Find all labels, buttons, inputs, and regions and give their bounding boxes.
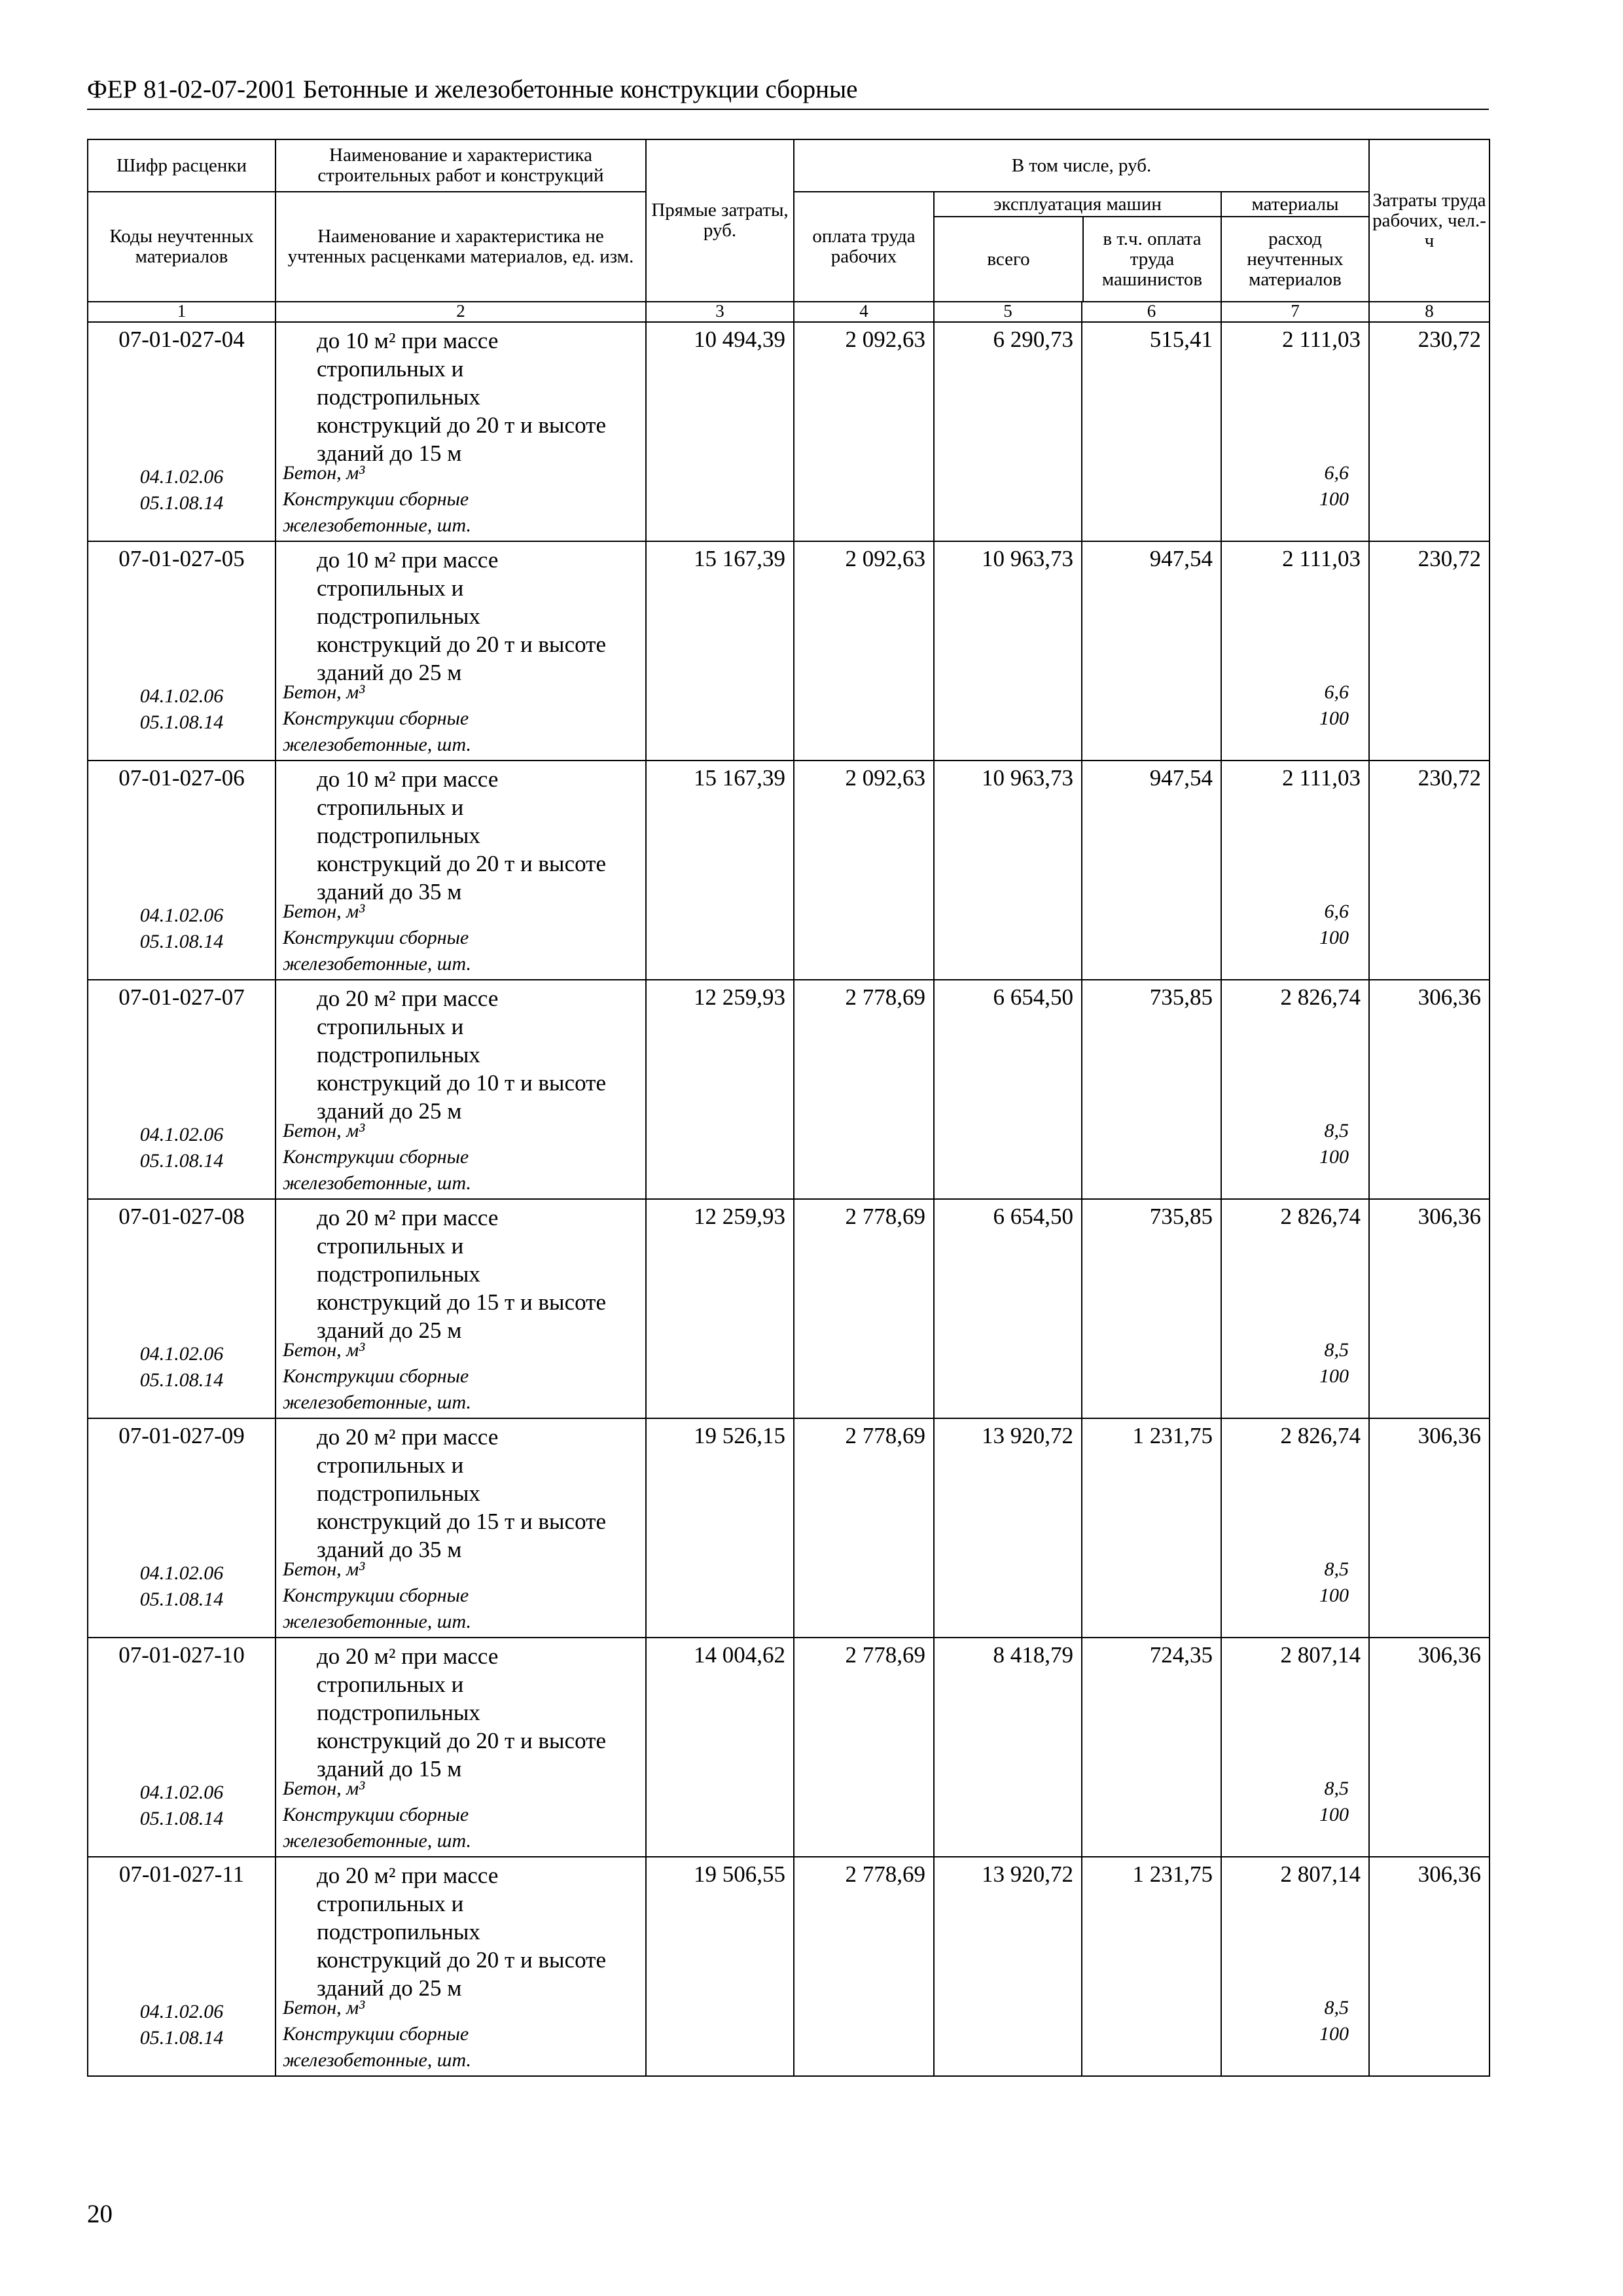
work-description — [276, 1857, 645, 2001]
direct-costs-value: 12 259,93 — [646, 980, 794, 1199]
header-labor-hours: Затраты труда рабочих, чел.-ч — [1369, 139, 1489, 302]
work-description — [276, 1419, 645, 1562]
header-machinist-pay: в т.ч. оплата труда машинистов — [1101, 228, 1203, 290]
direct-costs-value: 19 506,55 — [646, 1857, 794, 2076]
material-name: Конструкции сборные — [283, 1365, 469, 1387]
material-name: Бетон, м³ — [283, 681, 365, 703]
labor-hours-value: 230,72 — [1369, 761, 1489, 980]
labor-pay-value: 2 778,69 — [794, 980, 934, 1199]
machinist-pay-value: 724,35 — [1082, 1638, 1221, 1857]
description-line: до 20 м² при массе — [317, 1205, 499, 1230]
materials-value: 2 826,74 — [1280, 1423, 1361, 1448]
description-line: стропильных и — [317, 795, 464, 820]
material-quantity: 100 — [1319, 1365, 1349, 1387]
description-line: зданий до 25 м — [317, 1098, 462, 1124]
material-quantity: 100 — [1319, 708, 1349, 729]
header-materials-label: материалы — [1222, 192, 1368, 217]
header-labor-pay: оплата труда рабочих — [794, 192, 934, 302]
machinist-pay-value: 947,54 — [1082, 761, 1221, 980]
direct-costs-value: 15 167,39 — [646, 761, 794, 980]
table-row — [88, 980, 1489, 1199]
column-number: 6 — [1082, 302, 1221, 322]
column-number: 2 — [276, 302, 646, 322]
rate-code-cell — [88, 1199, 276, 1418]
description-line: до 20 м² при массе — [317, 1424, 499, 1450]
machinist-pay-value: 735,85 — [1082, 1199, 1221, 1418]
material-name: Бетон, м³ — [283, 1778, 365, 1799]
material-code: 05.1.08.14 — [139, 2027, 224, 2049]
material-quantity: 100 — [1319, 2023, 1349, 2045]
material-name: железобетонные, шт. — [283, 953, 471, 975]
materials-cell — [1221, 980, 1369, 1199]
materials-cell — [1221, 1199, 1369, 1418]
machinist-pay-value: 1 231,75 — [1082, 1418, 1221, 1638]
materials-value: 2 111,03 — [1282, 546, 1361, 571]
labor-pay-value: 2 778,69 — [794, 1199, 934, 1418]
materials-cell — [1221, 322, 1369, 541]
column-number: 5 — [934, 302, 1082, 322]
rate-code: 07-01-027-04 — [118, 327, 245, 352]
material-name: Конструкции сборные — [283, 2023, 469, 2045]
material-quantity: 6,6 — [1324, 462, 1349, 484]
machinist-pay-value: 515,41 — [1082, 322, 1221, 541]
work-description — [276, 980, 645, 1124]
labor-hours-value: 230,72 — [1369, 322, 1489, 541]
rate-code: 07-01-027-05 — [118, 546, 245, 571]
column-number: 8 — [1369, 302, 1489, 322]
materials-cell — [1221, 1857, 1369, 2076]
labor-pay-value: 2 092,63 — [794, 761, 934, 980]
material-quantity: 8,5 — [1324, 1120, 1349, 1141]
description-line: зданий до 35 м — [317, 879, 462, 905]
work-description — [276, 1638, 645, 1782]
description-line: подстропильных — [317, 1480, 480, 1506]
material-name: Конструкции сборные — [283, 1146, 469, 1168]
description-line: зданий до 15 м — [317, 1756, 462, 1782]
document-header-title: ФЕР 81-02-07-2001 Бетонные и железобетонные конструкции сборные — [87, 75, 858, 103]
material-quantity: 8,5 — [1324, 1339, 1349, 1361]
material-name: Конструкции сборные — [283, 708, 469, 729]
work-description — [276, 542, 645, 685]
column-numbers-row — [88, 302, 1489, 322]
description-line: до 10 м² при массе — [317, 328, 499, 353]
rate-code-cell — [88, 1857, 276, 2076]
description-line: подстропильных — [317, 1261, 480, 1287]
header-name-bottom: Наименование и характеристика не учтенных расценками материалов, ед. изм. — [276, 192, 646, 302]
material-quantity: 8,5 — [1324, 1778, 1349, 1799]
materials-value: 2 111,03 — [1282, 765, 1361, 791]
description-line: до 10 м² при массе — [317, 547, 499, 573]
material-code: 05.1.08.14 — [139, 492, 224, 514]
rate-code-cell — [88, 1638, 276, 1857]
machines-total-value: 6 654,50 — [934, 1199, 1082, 1418]
table-row — [88, 1418, 1489, 1638]
description-line: стропильных и — [317, 1233, 464, 1259]
machinist-pay-value: 1 231,75 — [1082, 1857, 1221, 2076]
rate-code: 07-01-027-11 — [118, 1861, 245, 1887]
material-quantity: 6,6 — [1324, 681, 1349, 703]
description-line: подстропильных — [317, 823, 480, 848]
header-machines-label: эксплуатация машин — [935, 192, 1221, 217]
description-line: подстропильных — [317, 384, 480, 410]
description-line: до 20 м² при массе — [317, 1643, 499, 1669]
description-line: зданий до 25 м — [317, 1318, 462, 1343]
description-cell — [276, 1199, 646, 1418]
material-code: 04.1.02.06 — [139, 1343, 224, 1365]
material-name: Бетон, м³ — [283, 1120, 365, 1141]
material-quantity: 100 — [1319, 927, 1349, 948]
description-line: конструкций до 20 т и высоте — [317, 1728, 606, 1753]
direct-costs-value: 12 259,93 — [646, 1199, 794, 1418]
header-code-bottom: Коды неучтенных материалов — [88, 192, 276, 302]
description-line: конструкций до 10 т и высоте — [317, 1070, 606, 1096]
material-name: Конструкции сборные — [283, 1804, 469, 1825]
machines-total-value: 13 920,72 — [934, 1418, 1082, 1638]
work-description — [276, 1200, 645, 1343]
material-name: железобетонные, шт. — [283, 1830, 471, 1852]
material-quantity: 6,6 — [1324, 901, 1349, 922]
material-name: железобетонные, шт. — [283, 1611, 471, 1632]
description-line: стропильных и — [317, 1891, 464, 1916]
description-line: зданий до 25 м — [317, 1975, 462, 2001]
price-table — [87, 139, 1490, 2077]
column-number: 4 — [794, 302, 934, 322]
description-line: до 20 м² при массе — [317, 1863, 499, 1888]
rate-code-cell — [88, 761, 276, 980]
header-code-top: Шифр расценки — [88, 139, 276, 192]
materials-cell — [1221, 761, 1369, 980]
material-code: 04.1.02.06 — [139, 1124, 224, 1145]
table-row — [88, 322, 1489, 541]
description-line: конструкций до 20 т и высоте — [317, 1947, 606, 1973]
labor-pay-value: 2 092,63 — [794, 322, 934, 541]
material-code: 05.1.08.14 — [139, 711, 224, 733]
description-line: до 20 м² при массе — [317, 986, 499, 1011]
header-rule — [87, 109, 1489, 110]
materials-value: 2 826,74 — [1280, 1204, 1361, 1229]
material-code: 05.1.08.14 — [139, 931, 224, 952]
material-name: железобетонные, шт. — [283, 1391, 471, 1413]
direct-costs-value: 15 167,39 — [646, 541, 794, 761]
labor-pay-value: 2 778,69 — [794, 1638, 934, 1857]
rate-code-cell — [88, 322, 276, 541]
description-line: подстропильных — [317, 603, 480, 629]
table-row — [88, 1638, 1489, 1857]
labor-pay-value: 2 778,69 — [794, 1418, 934, 1638]
description-line: стропильных и — [317, 356, 464, 382]
description-cell — [276, 322, 646, 541]
material-quantity: 100 — [1319, 1804, 1349, 1825]
table-row — [88, 1857, 1489, 2076]
header-machines-total: всего — [935, 217, 1084, 301]
description-line: подстропильных — [317, 1700, 480, 1725]
header-direct-costs: Прямые затраты, руб. — [646, 139, 794, 302]
materials-value: 2 807,14 — [1280, 1642, 1361, 1668]
machines-total-value: 8 418,79 — [934, 1638, 1082, 1857]
labor-hours-value: 306,36 — [1369, 1638, 1489, 1857]
material-name: Конструкции сборные — [283, 927, 469, 948]
material-name: железобетонные, шт. — [283, 2049, 471, 2071]
material-name: железобетонные, шт. — [283, 734, 471, 755]
description-line: конструкций до 20 т и высоте — [317, 632, 606, 657]
material-quantity: 8,5 — [1324, 1997, 1349, 2018]
material-code: 04.1.02.06 — [139, 2001, 224, 2022]
labor-pay-value: 2 092,63 — [794, 541, 934, 761]
description-cell — [276, 761, 646, 980]
machinist-pay-value: 947,54 — [1082, 541, 1221, 761]
material-name: Бетон, м³ — [283, 1339, 365, 1361]
column-number: 7 — [1221, 302, 1369, 322]
materials-cell — [1221, 1638, 1369, 1857]
column-number: 3 — [646, 302, 794, 322]
direct-costs-value: 14 004,62 — [646, 1638, 794, 1857]
description-line: зданий до 15 м — [317, 440, 462, 466]
machinist-pay-value: 735,85 — [1082, 980, 1221, 1199]
material-code: 05.1.08.14 — [139, 1369, 224, 1391]
material-name: Конструкции сборные — [283, 1585, 469, 1606]
materials-value: 2 807,14 — [1280, 1861, 1361, 1887]
labor-hours-value: 230,72 — [1369, 541, 1489, 761]
machines-total-value: 10 963,73 — [934, 761, 1082, 980]
material-code: 04.1.02.06 — [139, 1782, 224, 1803]
description-line: подстропильных — [317, 1042, 480, 1067]
material-quantity: 8,5 — [1324, 1558, 1349, 1580]
work-description — [276, 761, 645, 905]
material-name: железобетонные, шт. — [283, 514, 471, 536]
header-machines-group — [934, 192, 1221, 302]
labor-hours-value: 306,36 — [1369, 1418, 1489, 1638]
material-name: Бетон, м³ — [283, 462, 365, 484]
work-description — [276, 323, 645, 466]
table-row — [88, 1199, 1489, 1418]
material-quantity: 100 — [1319, 488, 1349, 510]
material-name: Бетон, м³ — [283, 1558, 365, 1580]
column-number: 1 — [88, 302, 276, 322]
material-quantity: 100 — [1319, 1146, 1349, 1168]
material-name: Бетон, м³ — [283, 901, 365, 922]
materials-value: 2 111,03 — [1282, 327, 1361, 352]
machines-total-value: 13 920,72 — [934, 1857, 1082, 2076]
description-cell — [276, 1418, 646, 1638]
machines-total-value: 6 290,73 — [934, 322, 1082, 541]
description-cell — [276, 541, 646, 761]
description-line: конструкций до 20 т и высоте — [317, 851, 606, 876]
material-code: 05.1.08.14 — [139, 1150, 224, 1172]
description-line: зданий до 25 м — [317, 660, 462, 685]
table-row — [88, 541, 1489, 761]
header-materials-group — [1221, 192, 1369, 302]
description-line: до 10 м² при массе — [317, 766, 499, 792]
header-including-group: В том числе, руб. — [794, 139, 1369, 192]
materials-cell — [1221, 541, 1369, 761]
page-number: 20 — [87, 2200, 113, 2228]
rate-code-cell — [88, 541, 276, 761]
description-line: стропильных и — [317, 1672, 464, 1697]
direct-costs-value: 10 494,39 — [646, 322, 794, 541]
header-unaccounted-materials: расход неучтенных материалов — [1247, 228, 1344, 290]
description-cell — [276, 1857, 646, 2076]
material-code: 04.1.02.06 — [139, 685, 224, 707]
description-line: конструкций до 15 т и высоте — [317, 1509, 606, 1534]
material-code: 05.1.08.14 — [139, 1808, 224, 1829]
description-cell — [276, 980, 646, 1199]
description-line: подстропильных — [317, 1919, 480, 1945]
material-code: 04.1.02.06 — [139, 1562, 224, 1584]
description-cell — [276, 1638, 646, 1857]
machines-total-value: 10 963,73 — [934, 541, 1082, 761]
labor-hours-value: 306,36 — [1369, 1199, 1489, 1418]
labor-hours-value: 306,36 — [1369, 1857, 1489, 2076]
direct-costs-value: 19 526,15 — [646, 1418, 794, 1638]
description-line: конструкций до 20 т и высоте — [317, 412, 606, 438]
description-line: стропильных и — [317, 575, 464, 601]
rate-code: 07-01-027-07 — [118, 984, 245, 1010]
description-line: конструкций до 15 т и высоте — [317, 1289, 606, 1315]
materials-value: 2 826,74 — [1280, 984, 1361, 1010]
rate-code-cell — [88, 1418, 276, 1638]
rate-code: 07-01-027-09 — [118, 1423, 245, 1448]
rate-code: 07-01-027-10 — [118, 1642, 245, 1668]
material-quantity: 100 — [1319, 1585, 1349, 1606]
rate-code: 07-01-027-06 — [118, 765, 245, 791]
table-row — [88, 761, 1489, 980]
description-line: стропильных и — [317, 1014, 464, 1039]
rate-code-cell — [88, 980, 276, 1199]
labor-hours-value: 306,36 — [1369, 980, 1489, 1199]
labor-pay-value: 2 778,69 — [794, 1857, 934, 2076]
material-name: Бетон, м³ — [283, 1997, 365, 2018]
material-code: 04.1.02.06 — [139, 905, 224, 926]
materials-cell — [1221, 1418, 1369, 1638]
description-line: стропильных и — [317, 1452, 464, 1478]
rate-code: 07-01-027-08 — [118, 1204, 245, 1229]
material-name: Конструкции сборные — [283, 488, 469, 510]
material-code: 05.1.08.14 — [139, 1588, 224, 1610]
description-line: зданий до 35 м — [317, 1537, 462, 1562]
material-name: железобетонные, шт. — [283, 1172, 471, 1194]
header-name-top: Наименование и характеристика строительных работ и конструкций — [276, 139, 646, 192]
material-code: 04.1.02.06 — [139, 466, 224, 488]
machines-total-value: 6 654,50 — [934, 980, 1082, 1199]
